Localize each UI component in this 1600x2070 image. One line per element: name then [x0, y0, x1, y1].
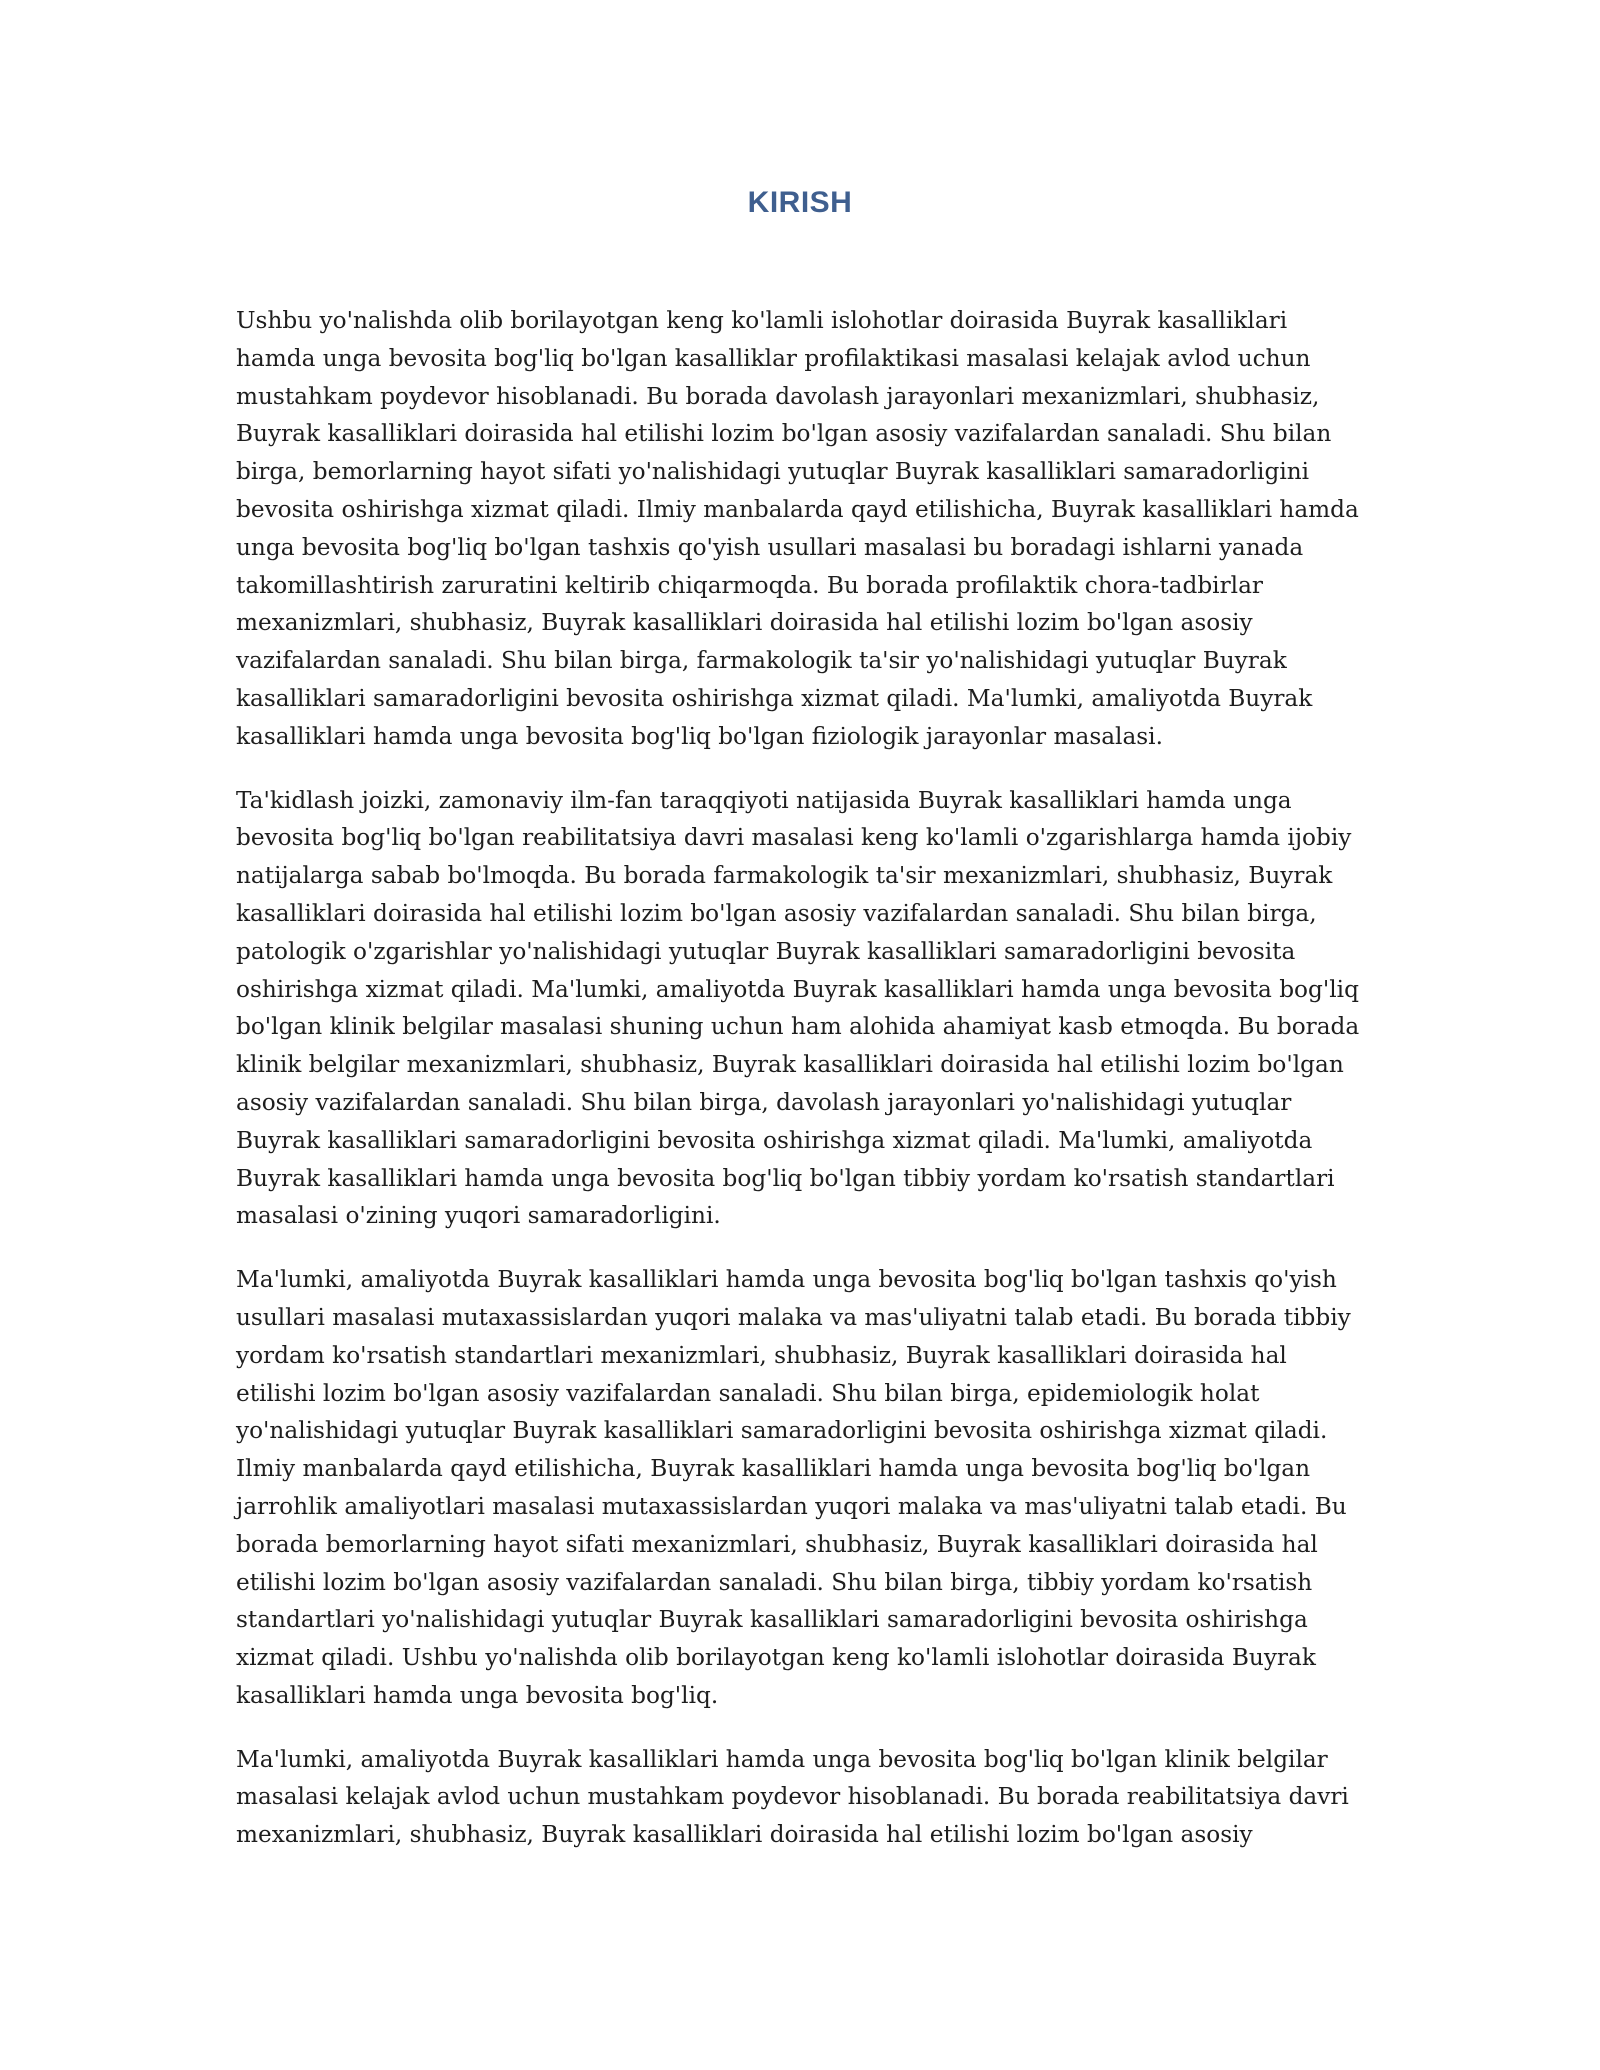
document-body: [236, 302, 1368, 1880]
paragraph-3: Ma'lumki, amaliyotda Buyrak kasalliklari hamda unga bevosita bog'liq bo'lgan tashxis qo'yish usullari masalasi mutaxassislardan yuqori malaka va mas'uliyatni talab etadi. Bu borada tibbiy yordam ko'rsatish standartlari mexanizmlari, shubhasiz, Buyrak kasalliklari doirasida hal etilishi lozim bo'lgan asosiy vazifalardan sanaladi. Shu bilan birga, epidemiologik holat yo'nalishidagi yutuqlar Buyrak kasalliklari samaradorligini bevosita oshirishga xizmat qiladi. Ilmiy manbalarda qayd etilishicha, Buyrak kasalliklari hamda unga bevosita bog'liq bo'lgan jarrohlik amaliyotlari masalasi mutaxassislardan yuqori malaka va mas'uliyatni talab etadi. Bu borada bemorlarning hayot sifati mexanizmlari, shubhasiz, Buyrak kasalliklari doirasida hal etilishi lozim bo'lgan asosiy vazifalardan sanaladi. Shu bilan birga, tibbiy yordam ko'rsatish standartlari yo'nalishidagi yutuqlar Buyrak kasalliklari samaradorligini bevosita oshirishga xizmat qiladi. Ushbu yo'nalishda olib borilayotgan keng ko'lamli islohotlar doirasida Buyrak kasalliklari hamda unga bevosita bog'liq.: [236, 1266, 1351, 1709]
paragraph-4: Ma'lumki, amaliyotda Buyrak kasalliklari hamda unga bevosita bog'liq bo'lgan klinik belgilar masalasi kelajak avlod uchun mustahkam poydevor hisoblanadi. Bu borada reabilitatsiya davri mexanizmlari, shubhasiz, Buyrak kasalliklari doirasida hal etilishi lozim bo'lgan asosiy: [236, 1745, 1349, 1849]
paragraph-2: Ta'kidlash joizki, zamonaviy ilm-fan taraqqiyoti natijasida Buyrak kasalliklari hamda unga bevosita bog'liq bo'lgan reabilitatsiya davri masalasi keng ko'lamli o'zgarishlarga hamda ijobiy natijalarga sabab bo'lmoqda. Bu borada farmakologik ta'sir mexanizmlari, shubhasiz, Buyrak kasalliklari doirasida hal etilishi lozim bo'lgan asosiy vazifalardan sanaladi. Shu bilan birga, patologik o'zgarishlar yo'nalishidagi yutuqlar Buyrak kasalliklari samaradorligini bevosita oshirishga xizmat qiladi. Ma'lumki, amaliyotda Buyrak kasalliklari hamda unga bevosita bog'liq bo'lgan klinik belgilar masalasi shuning uchun ham alohida ahamiyat kasb etmoqda. Bu borada klinik belgilar mexanizmlari, shubhasiz, Buyrak kasalliklari doirasida hal etilishi lozim bo'lgan asosiy vazifalardan sanaladi. Shu bilan birga, davolash jarayonlari yo'nalishidagi yutuqlar Buyrak kasalliklari samaradorligini bevosita oshirishga xizmat qiladi. Ma'lumki, amaliyotda Buyrak kasalliklari hamda unga bevosita bog'liq bo'lgan tibbiy yordam ko'rsatish standartlari masalasi o'zining yuqori samaradorligini.: [236, 786, 1360, 1230]
page-title: KIRISH: [747, 186, 853, 219]
paragraph-1: Ushbu yo'nalishda olib borilayotgan keng ko'lamli islohotlar doirasida Buyrak kasalliklari hamda unga bevosita bog'liq bo'lgan kasalliklar profilaktikasi masalasi kelajak avlod uchun mustahkam poydevor hisoblanadi. Bu borada davolash jarayonlari mexanizmlari, shubhasiz, Buyrak kasalliklari doirasida hal etilishi lozim bo'lgan asosiy vazifalardan sanaladi. Shu bilan birga, bemorlarning hayot sifati yo'nalishidagi yutuqlar Buyrak kasalliklari samaradorligini bevosita oshirishga xizmat qiladi. Ilmiy manbalarda qayd etilishicha, Buyrak kasalliklari hamda unga bevosita bog'liq bo'lgan tashxis qo'yish usullari masalasi bu boradagi ishlarni yanada takomillashtirish zaruratini keltirib chiqarmoqda. Bu borada profilaktik chora-tadbirlar mexanizmlari, shubhasiz, Buyrak kasalliklari doirasida hal etilishi lozim bo'lgan asosiy vazifalardan sanaladi. Shu bilan birga, farmakologik ta'sir yo'nalishidagi yutuqlar Buyrak kasalliklari samaradorligini bevosita oshirishga xizmat qiladi. Ma'lumki, amaliyotda Buyrak kasalliklari hamda unga bevosita bog'liq bo'lgan fiziologik jarayonlar masalasi.: [236, 307, 1359, 750]
